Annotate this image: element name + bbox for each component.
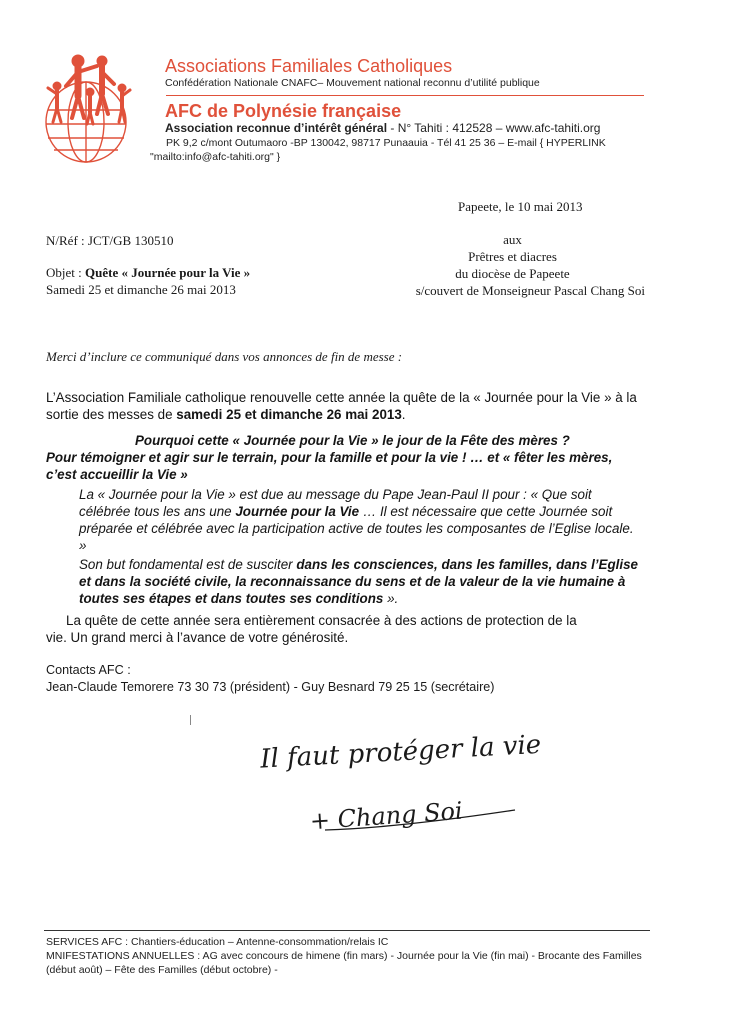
subject-title: Quête « Journée pour la Vie » xyxy=(85,265,251,280)
handwritten-note-text: Il faut protéger la vie xyxy=(259,729,542,775)
paragraph-why xyxy=(46,432,646,483)
signature-text: + Chang Soi xyxy=(309,796,464,836)
instruction-line: Merci d’inclure ce communiqué dans vos annonces de fin de messe : xyxy=(46,349,403,364)
subject-date: Samedi 25 et dimanche 26 mai 2013 xyxy=(46,282,236,297)
intro-end: . xyxy=(401,407,406,422)
contacts-line: Jean-Claude Temorere 73 30 73 (président) - Guy Besnard 79 25 15 (secrétaire) xyxy=(46,680,495,694)
goal-text-c: ». xyxy=(383,591,399,606)
letter-date: Papeete, le 10 mai 2013 xyxy=(458,199,583,214)
header-divider xyxy=(166,95,644,96)
mailto-line: "mailto:info@afc-tahiti.org" } xyxy=(150,151,281,163)
afc-title: AFC de Polynésie française xyxy=(165,101,402,121)
afc-logo xyxy=(42,52,134,168)
contacts-title: Contacts AFC : xyxy=(46,663,131,677)
collection-line: vie. Un grand merci à l’avance de votre générosité. xyxy=(46,630,349,645)
pope-text-c: … Il est nécessaire que cette Journée soit préparée et célébrée avec la participation active de toutes les composantes de l’Eglise locale. » xyxy=(79,504,634,553)
handwritten-note xyxy=(255,720,555,780)
footer xyxy=(46,935,646,977)
subject-prefix: Objet : xyxy=(46,265,85,280)
pope-text-bold: Journée pour la Vie xyxy=(235,504,360,519)
org-name: Associations Familiales Catholiques xyxy=(165,56,453,76)
intro-dates: samedi 25 et dimanche 26 mai 2013 xyxy=(176,407,402,422)
reference: N/Réf : JCT/GB 130510 xyxy=(46,233,174,248)
paragraph-intro xyxy=(46,389,646,423)
association-details: - N° Tahiti : 412528 – www.afc-tahiti.org xyxy=(387,121,601,135)
paragraph-goal xyxy=(79,556,645,607)
why-answer: Pour témoigner et agir sur le terrain, pour la famille et pour la vie ! … et « fêter les mères, c’est accueillir la Vie » xyxy=(46,450,613,482)
pen-mark xyxy=(190,715,191,725)
recipient-line: du diocèse de Papeete xyxy=(455,266,570,281)
pope-text-a: La « Journée pour la Vie » est due au message du Pape Jean-Paul II pour : « Que soit célébrée tous les ans une xyxy=(79,487,592,519)
paragraph-pope-message xyxy=(79,486,644,554)
footer-events: MNIFESTATIONS ANNUELLES : AG avec concours de himene (fin mars) - Journée pour la Vie (fin mai) - Brocante des Familles (début août) – Fête des Familles (début octobre) - xyxy=(46,950,642,976)
recipient-line: Prêtres et diacres xyxy=(468,249,557,264)
goal-text-a: Son but fondamental est de susciter xyxy=(79,557,297,572)
footer-divider xyxy=(44,930,650,931)
signature xyxy=(305,790,525,845)
subject-block xyxy=(46,264,250,298)
intro-text: L’Association Familiale catholique renouvelle cette année la quête de la « Journée pour la Vie » à la sortie des messes de xyxy=(46,390,637,422)
org-subtitle: Confédération Nationale CNAFC– Mouvement national reconnu d’utilité publique xyxy=(165,77,540,89)
recipient-line: aux xyxy=(503,232,522,247)
contacts-block xyxy=(46,662,646,696)
address-line: PK 9,2 c/mont Outumaoro -BP 130042, 98717 Punaauia - Tél 41 25 36 – E-mail { HYPERLINK xyxy=(166,137,606,149)
why-question: Pourquoi cette « Journée pour la Vie » le jour de la Fête des mères ? xyxy=(135,433,570,448)
paragraph-collection xyxy=(46,612,646,646)
association-status: Association reconnue d’intérêt général xyxy=(165,121,388,135)
collection-line: La quête de cette année sera entièrement consacrée à des actions de protection de la xyxy=(66,613,577,628)
family-figures-icon xyxy=(48,55,130,124)
recipient-line: s/couvert de Monseigneur Pascal Chang Soi xyxy=(415,283,645,298)
association-line xyxy=(165,121,600,135)
goal-text-bold: dans les consciences, dans les familles, dans l’Eglise et dans la société civile, la reconnaissance du sens et de la valeur de la vie humaine à toutes ses étapes et dans toutes ses conditions xyxy=(79,557,638,606)
footer-services: SERVICES AFC : Chantiers-éducation – Antenne-consommation/relais IC xyxy=(46,936,389,948)
recipient-block xyxy=(380,231,645,299)
